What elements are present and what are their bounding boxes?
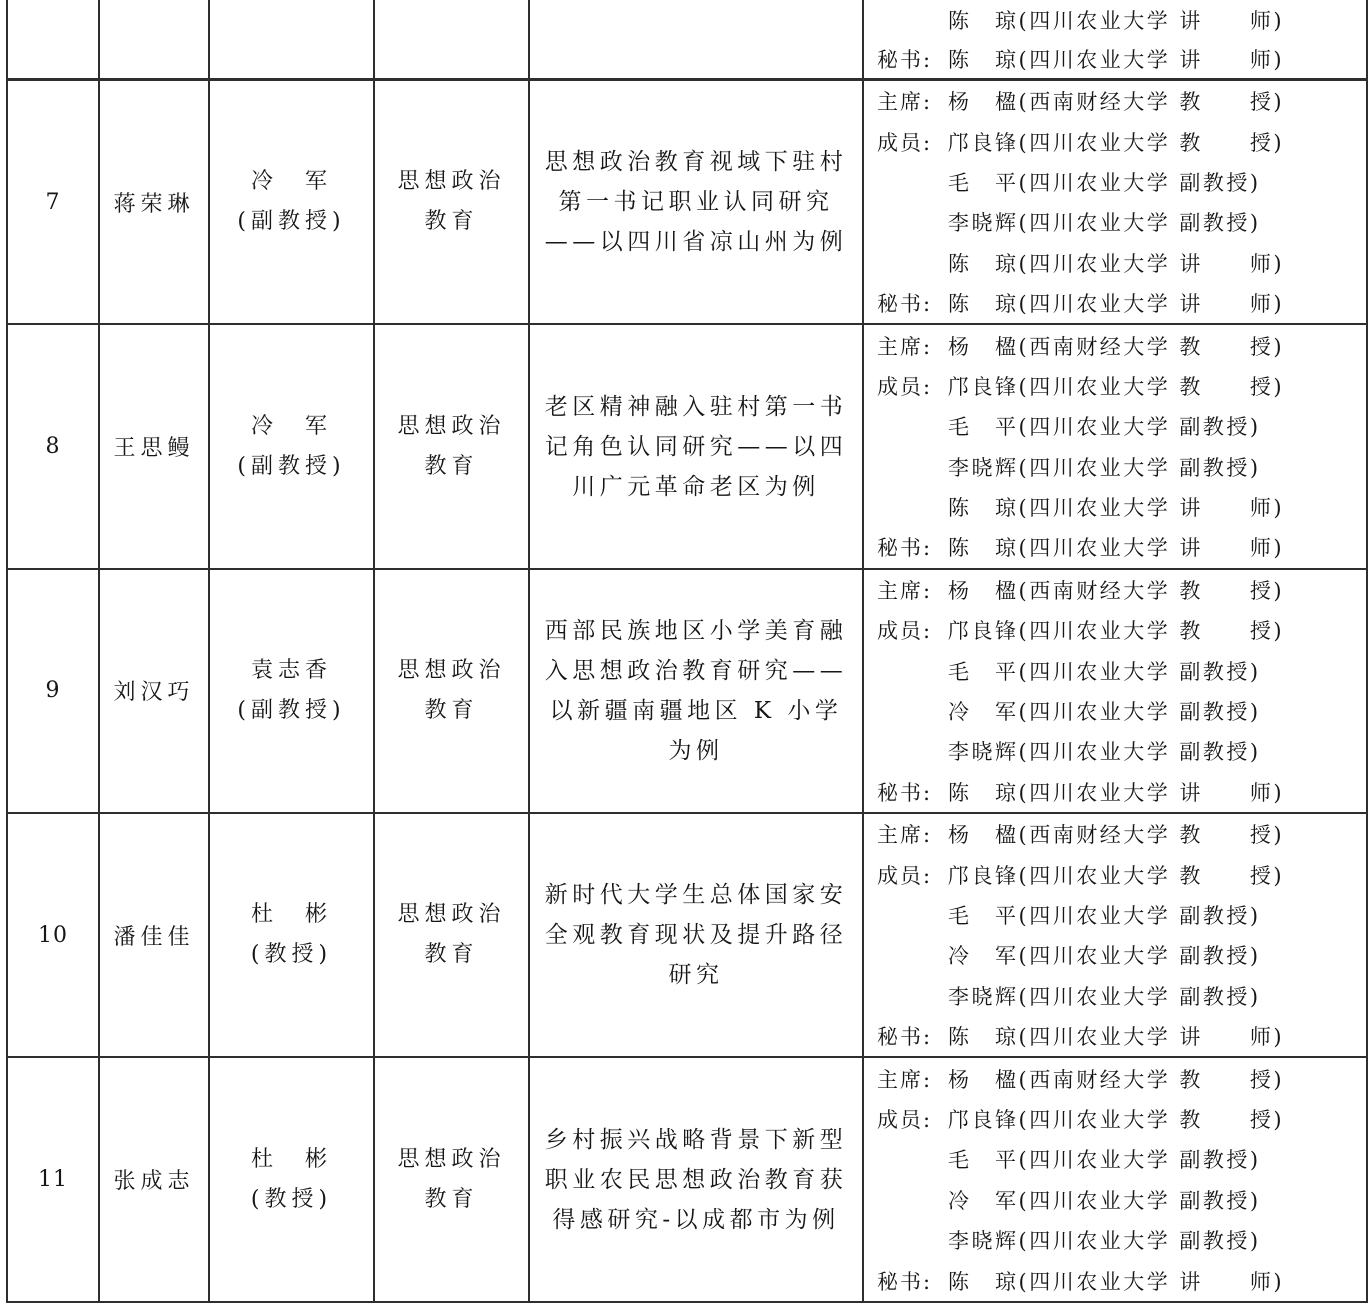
committee-member: 陈 琼(四川农业大学 讲 师)	[948, 780, 1285, 805]
row-number-cell	[7, 1057, 99, 1301]
student-name-cell	[99, 813, 209, 1057]
committee-lines	[864, 1058, 1366, 1300]
advisor-rank: (教授)	[250, 942, 333, 968]
committee-member: 杨 楹(西南财经大学 教 授)	[948, 1067, 1285, 1092]
thesis-title-cell	[529, 324, 863, 568]
committee-member: 陈 琼(四川农业大学 讲 师)	[948, 251, 1285, 276]
committee-role-label: 主席:	[877, 90, 933, 115]
advisor-rank: (副教授)	[237, 453, 346, 479]
major-name: 思想政治教育	[397, 413, 506, 479]
row-number: 8	[45, 434, 61, 460]
committee-line	[877, 202, 1366, 242]
committee-line	[877, 487, 1366, 527]
committee-line	[877, 0, 1366, 39]
row-number: 10	[38, 922, 68, 948]
committee-member: 毛 平(四川农业大学 副教授)	[948, 415, 1261, 440]
student-name-cell	[99, 569, 209, 813]
committee-line	[877, 283, 1366, 323]
thesis-title-cell	[529, 569, 863, 813]
advisor-name: 杜 彬	[250, 902, 332, 928]
committee-line	[877, 366, 1366, 406]
committee-role-label: 秘书:	[877, 536, 933, 561]
advisor-name: 杜 彬	[250, 1146, 332, 1172]
committee-member: 陈 琼(四川农业大学 讲 师)	[948, 292, 1285, 317]
student-name: 刘汉巧	[113, 680, 195, 706]
committee-role-label: 主席:	[877, 1067, 933, 1092]
committee-line	[877, 406, 1366, 446]
committee-lines	[864, 814, 1366, 1056]
committee-line	[877, 976, 1366, 1016]
advisor-cell	[209, 0, 374, 80]
committee-line	[877, 691, 1366, 731]
thesis-title: 老区精神融入驻村第一书记角色认同研究——以四川广元革命老区为例	[544, 393, 848, 500]
thesis-title-cell	[529, 813, 863, 1057]
student-name: 蒋荣琳	[113, 191, 195, 217]
committee-line	[877, 1220, 1366, 1260]
row-number-cell	[7, 80, 99, 325]
committee-lines	[864, 81, 1366, 323]
student-name: 王思鳗	[113, 436, 195, 462]
committee-member: 杨 楹(西南财经大学 教 授)	[948, 90, 1285, 115]
student-name: 张成志	[113, 1169, 195, 1195]
committee-member: 邝良锋(四川农业大学 教 授)	[948, 130, 1285, 155]
committee-line	[877, 121, 1366, 161]
committee-line	[877, 1058, 1366, 1098]
advisor-name: 冷 军	[250, 169, 332, 195]
table-row-partial	[7, 0, 1367, 80]
major-cell	[374, 0, 529, 80]
committee-line	[877, 81, 1366, 121]
committee-member: 冷 军(四川农业大学 副教授)	[948, 700, 1261, 725]
row-number-cell	[7, 813, 99, 1057]
advisor-cell	[209, 569, 374, 813]
committee-role-label: 秘书:	[877, 292, 933, 317]
committee-line	[877, 325, 1366, 365]
row-number-cell	[7, 0, 99, 80]
committee-line	[877, 447, 1366, 487]
committee-role-label: 秘书:	[877, 780, 933, 805]
committee-line	[877, 610, 1366, 650]
committee-line	[877, 1099, 1366, 1139]
advisor-cell	[209, 813, 374, 1057]
major-cell	[374, 80, 529, 325]
thesis-title-cell	[529, 0, 863, 80]
advisor-rank: (副教授)	[237, 697, 346, 723]
defense-assignment-table	[6, 0, 1368, 1303]
committee-role-label: 主席:	[877, 823, 933, 848]
committee-line	[877, 814, 1366, 854]
major-cell	[374, 1057, 529, 1301]
committee-line	[877, 570, 1366, 610]
committee-member: 毛 平(四川农业大学 副教授)	[948, 904, 1261, 928]
committee-member: 李晓辉(四川农业大学 副教授)	[948, 740, 1261, 765]
table-row	[7, 80, 1367, 325]
committee-member: 邝良锋(四川农业大学 教 授)	[948, 374, 1285, 399]
committee-member: 陈 琼(四川农业大学 讲 师)	[948, 47, 1285, 72]
committee-line	[877, 1180, 1366, 1220]
committee-role-label: 秘书:	[877, 1025, 933, 1050]
committee-line	[877, 162, 1366, 202]
committee-member: 冷 军(四川农业大学 副教授)	[948, 944, 1261, 969]
committee-cell	[863, 0, 1367, 80]
committee-cell	[863, 569, 1367, 813]
committee-role-label: 成员:	[877, 863, 933, 888]
committee-member: 毛 平(四川农业大学 副教授)	[948, 170, 1261, 195]
committee-line	[877, 935, 1366, 975]
table-row	[7, 1057, 1367, 1301]
committee-line	[877, 527, 1366, 567]
row-number: 7	[45, 189, 61, 215]
major-name: 思想政治教育	[397, 657, 506, 723]
committee-line	[877, 650, 1366, 690]
committee-line	[877, 39, 1366, 78]
committee-role-label: 成员:	[877, 1107, 933, 1132]
row-number-cell	[7, 324, 99, 568]
committee-role-label: 秘书:	[877, 47, 933, 72]
committee-role-label: 秘书:	[877, 1269, 933, 1294]
committee-cell	[863, 1057, 1367, 1301]
committee-member: 陈 琼(四川农业大学 讲 师)	[948, 536, 1285, 561]
major-cell	[374, 324, 529, 568]
advisor-cell	[209, 324, 374, 568]
student-name-cell	[99, 1057, 209, 1301]
table-row	[7, 569, 1367, 813]
committee-member: 李晓辉(四川农业大学 副教授)	[948, 455, 1261, 480]
thesis-title-cell	[529, 80, 863, 325]
committee-member: 陈 琼(四川农业大学 讲 师)	[948, 1269, 1285, 1294]
committee-line	[877, 1260, 1366, 1300]
advisor-rank: (教授)	[250, 1186, 333, 1212]
committee-member: 毛 平(四川农业大学 副教授)	[948, 659, 1261, 684]
committee-lines	[864, 0, 1366, 78]
committee-line	[877, 772, 1366, 812]
committee-role-label: 主席:	[877, 334, 933, 359]
advisor-name: 冷 军	[250, 413, 332, 439]
committee-line	[877, 895, 1366, 935]
committee-member: 杨 楹(西南财经大学 教 授)	[948, 823, 1285, 848]
student-name: 潘佳佳	[113, 924, 195, 950]
committee-member: 邝良锋(四川农业大学 教 授)	[948, 1107, 1285, 1132]
major-cell	[374, 813, 529, 1057]
committee-role-label: 成员:	[877, 130, 933, 155]
committee-role-label: 成员:	[877, 619, 933, 644]
major-name: 思想政治教育	[397, 1146, 506, 1212]
committee-cell	[863, 80, 1367, 325]
committee-member: 冷 军(四川农业大学 副教授)	[948, 1188, 1261, 1213]
advisor-name: 袁志香	[250, 657, 332, 683]
committee-member: 陈 琼(四川农业大学 讲 师)	[948, 8, 1285, 33]
committee-member: 李晓辉(四川农业大学 副教授)	[948, 1229, 1261, 1254]
committee-line	[877, 243, 1366, 283]
committee-line	[877, 854, 1366, 894]
committee-role-label: 成员:	[877, 374, 933, 399]
committee-cell	[863, 813, 1367, 1057]
major-name: 思想政治教育	[397, 902, 506, 968]
student-name-cell	[99, 324, 209, 568]
thesis-title-cell	[529, 1057, 863, 1301]
committee-lines	[864, 570, 1366, 812]
row-number-cell	[7, 569, 99, 813]
committee-member: 杨 楹(西南财经大学 教 授)	[948, 334, 1285, 359]
student-name-cell	[99, 80, 209, 325]
committee-member: 李晓辉(四川农业大学 副教授)	[948, 984, 1261, 1009]
committee-member: 邝良锋(四川农业大学 教 授)	[948, 619, 1285, 644]
committee-line	[877, 1016, 1366, 1056]
committee-cell	[863, 324, 1367, 568]
committee-role-label: 主席:	[877, 578, 933, 603]
thesis-title: 乡村振兴战略背景下新型职业农民思想政治教育获得感研究-以成都市为例	[544, 1126, 848, 1233]
table-row	[7, 813, 1367, 1057]
thesis-title: 新时代大学生总体国家安全观教育现状及提升路径研究	[544, 882, 848, 989]
committee-member: 陈 琼(四川农业大学 讲 师)	[948, 1025, 1285, 1050]
thesis-title: 西部民族地区小学美育融入思想政治教育研究——以新疆南疆地区 K 小学为例	[544, 617, 848, 764]
committee-member: 陈 琼(四川农业大学 讲 师)	[948, 496, 1285, 521]
committee-member: 毛 平(四川农业大学 副教授)	[948, 1148, 1261, 1173]
advisor-rank: (副教授)	[237, 209, 346, 235]
table-row	[7, 324, 1367, 568]
student-name-cell	[99, 0, 209, 80]
committee-line	[877, 731, 1366, 771]
major-cell	[374, 569, 529, 813]
row-number: 11	[38, 1167, 68, 1193]
committee-member: 邝良锋(四川农业大学 教 授)	[948, 863, 1285, 888]
row-number: 9	[45, 678, 61, 704]
committee-member: 李晓辉(四川农业大学 副教授)	[948, 211, 1261, 236]
advisor-cell	[209, 80, 374, 325]
thesis-title: 思想政治教育视域下驻村第一书记职业认同研究——以四川省凉山州为例	[544, 149, 848, 256]
committee-lines	[864, 325, 1366, 567]
major-name: 思想政治教育	[397, 169, 506, 235]
committee-line	[877, 1139, 1366, 1179]
advisor-cell	[209, 1057, 374, 1301]
committee-member: 杨 楹(西南财经大学 教 授)	[948, 578, 1285, 603]
